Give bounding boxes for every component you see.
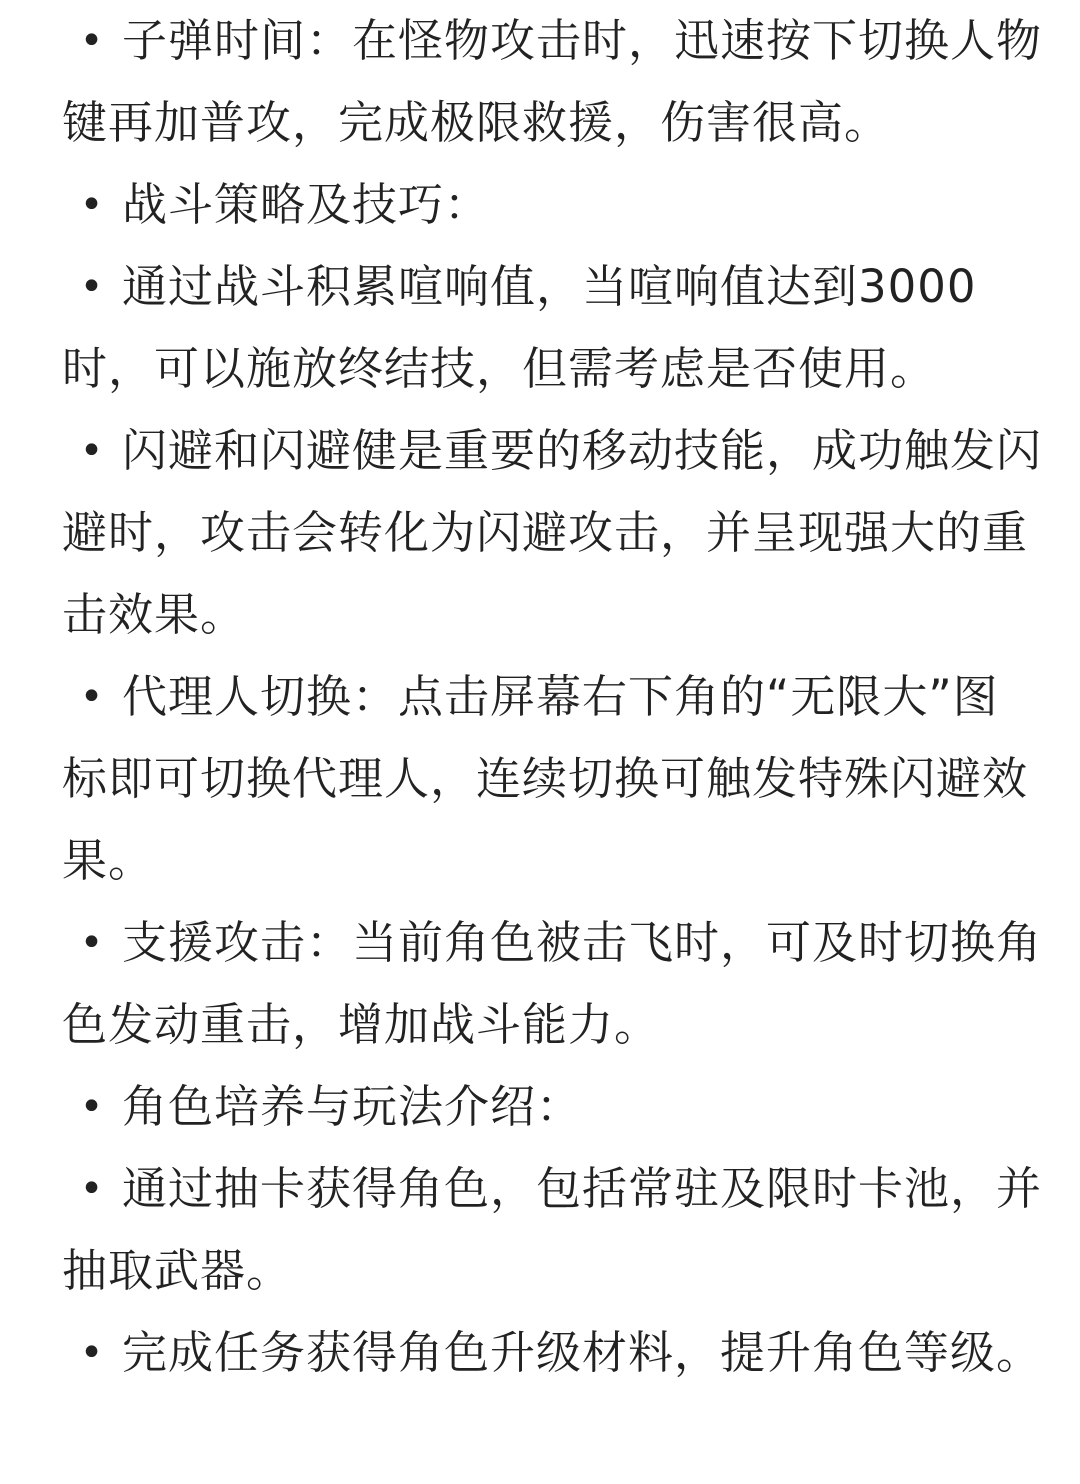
list-item bbox=[62, 656, 1042, 902]
list-item-text: 代理人切换：点击屏幕右下角的“无限大”图标即可切换代理人，连续切换可触发特殊闪避效果。 bbox=[62, 670, 1029, 887]
bullet-icon: • bbox=[79, 182, 105, 228]
list-item-text: 通过战斗积累喧响值，当喧响值达到3000时，可以施放终结技，但需考虑是否使用。 bbox=[62, 260, 977, 395]
list-item-text: 闪避和闪避健是重要的移动技能，成功触发闪避时，攻击会转化为闪避攻击，并呈现强大的重击效果。 bbox=[62, 424, 1043, 641]
list-item-text: 子弹时间：在怪物攻击时，迅速按下切换人物键再加普攻，完成极限救援，伤害很高。 bbox=[62, 14, 1043, 149]
bullet-icon: • bbox=[79, 674, 105, 720]
bullet-icon: • bbox=[79, 264, 105, 310]
list-item-text: 支援攻击：当前角色被击飞时，可及时切换角色发动重击，增加战斗能力。 bbox=[62, 916, 1043, 1051]
section-heading: 战斗策略及技巧： bbox=[122, 178, 491, 231]
list-item bbox=[62, 0, 1042, 164]
list-item-text: 完成任务获得角色升级材料，提升角色等级。 bbox=[122, 1326, 1043, 1379]
bullet-icon: • bbox=[79, 428, 105, 474]
list-item bbox=[62, 164, 1042, 246]
bullet-icon: • bbox=[79, 1084, 105, 1130]
section-heading: 角色培养与玩法介绍： bbox=[122, 1080, 583, 1133]
list-item bbox=[62, 1312, 1042, 1394]
list-item-text: 通过抽卡获得角色，包括常驻及限时卡池，并抽取武器。 bbox=[62, 1162, 1043, 1297]
list-item bbox=[62, 246, 1042, 410]
list-item bbox=[62, 410, 1042, 656]
bullet-icon: • bbox=[79, 1166, 105, 1212]
document-body bbox=[62, 0, 1042, 1394]
list-item bbox=[62, 1148, 1042, 1312]
bullet-icon: • bbox=[79, 18, 105, 64]
bullet-icon: • bbox=[79, 1330, 105, 1376]
bullet-icon: • bbox=[79, 920, 105, 966]
list-item bbox=[62, 1066, 1042, 1148]
bullet-list bbox=[62, 0, 1042, 1394]
list-item bbox=[62, 902, 1042, 1066]
